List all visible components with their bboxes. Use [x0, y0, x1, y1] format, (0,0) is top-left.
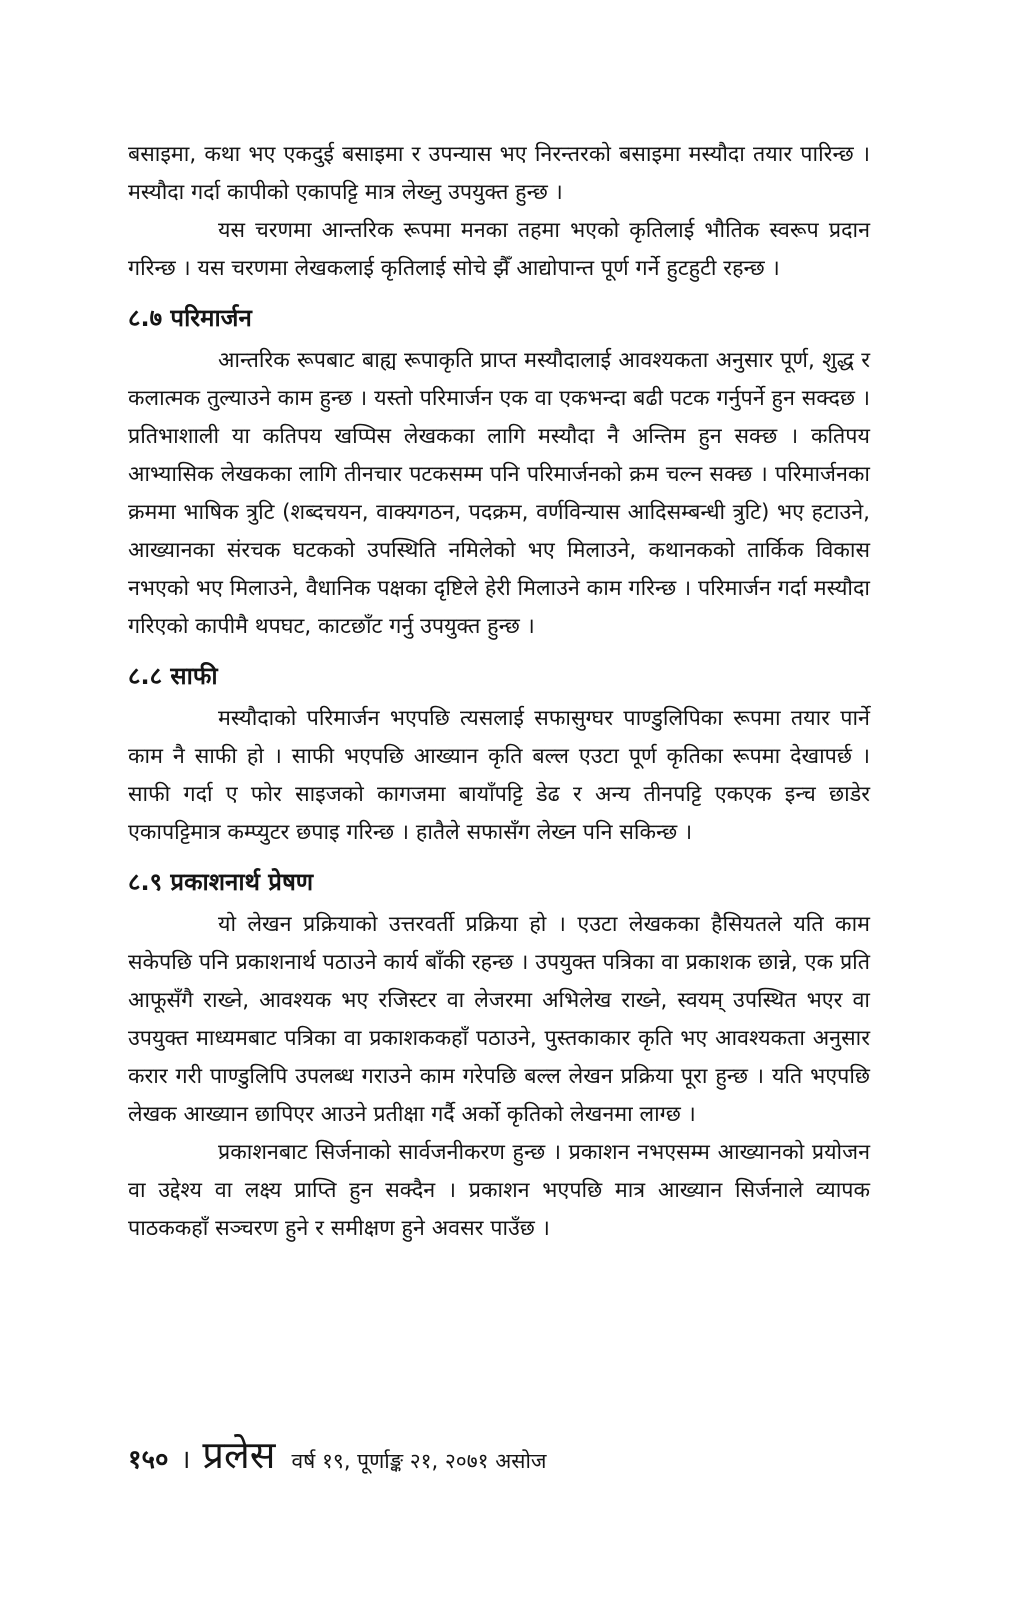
page-footer	[128, 1428, 547, 1480]
section-heading-8-9: ८.९ प्रकाशनार्थ प्रेषण	[128, 868, 314, 896]
page-number: १५०	[128, 1445, 169, 1475]
journal-logo-text: प्रलेस	[202, 1433, 276, 1477]
paragraph-3: आन्तरिक रूपबाट बाह्य रूपाकृति प्राप्त मस्यौदालाई आवश्यकता अनुसार पूर्ण, शुद्ध र कलात्मक तुल्याउने काम हुन्छ । यस्तो परिमार्जन एक वा एकभन्दा बढी पटक गर्नुपर्ने हुन सक्दछ । प्रतिभाशाली या कतिपय खप्पिस लेखकका लागि मस्यौदा नै अन्तिम हुन सक्छ । कतिपय आभ्यासिक लेखकका लागि तीनचार पटकसम्म पनि परिमार्जनको क्रम चल्न सक्छ । परिमार्जनका क्रममा भाषिक त्रुटि (शब्दचयन, वाक्यगठन, पदक्रम, वर्णविन्यास आदिसम्बन्धी त्रुटि) भए हटाउने, आख्यानका संरचक घटकको उपस्थिति नमिलेको भए मिलाउने, कथानकको तार्किक विकास नभएको भए मिलाउने, वैधानिक पक्षका दृष्टिले हेरी मिलाउने काम गरिन्छ । परिमार्जन गर्दा मस्यौदा गरिएको कापीमै थपघट, काटछाँट गर्नु उपयुक्त हुन्छ ।	[128, 348, 870, 639]
paragraph-1: बसाइमा, कथा भए एकदुई बसाइमा र उपन्यास भए निरन्तरको बसाइमा मस्यौदा तयार पारिन्छ । मस्यौदा गर्दा कापीको एकापट्टि मात्र लेख्नु उपयुक्त हुन्छ ।	[128, 142, 870, 205]
paragraph-5: यो लेखन प्रक्रियाको उत्तरवर्ती प्रक्रिया हो । एउटा लेखकका हैसियतले यति काम सकेपछि पनि प्रकाशनार्थ पठाउने कार्य बाँकी रहन्छ । उपयुक्त पत्रिका वा प्रकाशक छान्ने, एक प्रति आफूसँगै राख्ने, आवश्यक भए रजिस्टर वा लेजरमा अभिलेख राख्ने, स्वयम् उपस्थित भएर वा उपयुक्त माध्यमबाट पत्रिका वा प्रकाशककहाँ पठाउने, पुस्तकाकार कृति भए आवश्यकता अनुसार करार गरी पाण्डुलिपि उपलब्ध गराउने काम गरेपछि बल्ल लेखन प्रक्रिया पूरा हुन्छ । यति भएपछि लेखक आख्यान छापिएर आउने प्रतीक्षा गर्दै अर्को कृतिको लेखनमा लाग्छ ।	[128, 912, 870, 1127]
section-heading-8-8: ८.८ साफी	[128, 662, 218, 690]
footer-separator: ।	[180, 1445, 191, 1475]
paragraph-2: यस चरणमा आन्तरिक रूपमा मनका तहमा भएको कृतिलाई भौतिक स्वरूप प्रदान गरिन्छ । यस चरणमा लेखकलाई कृतिलाई सोचे झैँ आद्योपान्त पूर्ण गर्ने हुटहुटी रहन्छ ।	[128, 218, 870, 281]
section-heading-8-7: ८.७ परिमार्जन	[128, 304, 252, 332]
paragraph-4: मस्यौदाको परिमार्जन भएपछि त्यसलाई सफासुग्घर पाण्डुलिपिका रूपमा तयार पार्ने काम नै साफी हो । साफी भएपछि आख्यान कृति बल्ल एउटा पूर्ण कृतिका रूपमा देखापर्छ । साफी गर्दा ए फोर साइजको कागजमा बायाँपट्टि डेढ र अन्य तीनपट्टि एकएक इन्च छाडेर एकापट्टिमात्र कम्प्युटर छपाइ गरिन्छ । हातैले सफासँग लेख्न पनि सकिन्छ ।	[128, 706, 870, 845]
issue-info: वर्ष १९, पूर्णाङ्क २१, २०७१ असोज	[291, 1449, 547, 1473]
paragraph-6: प्रकाशनबाट सिर्जनाको सार्वजनीकरण हुन्छ । प्रकाशन नभएसम्म आख्यानको प्रयोजन वा उद्देश्य वा लक्ष्य प्राप्ति हुन सक्दैन । प्रकाशन भएपछि मात्र आख्यान सिर्जनाले व्यापक पाठककहाँ सञ्चरण हुने र समीक्षण हुने अवसर पाउँछ ।	[128, 1140, 870, 1241]
body-text	[128, 136, 870, 1248]
